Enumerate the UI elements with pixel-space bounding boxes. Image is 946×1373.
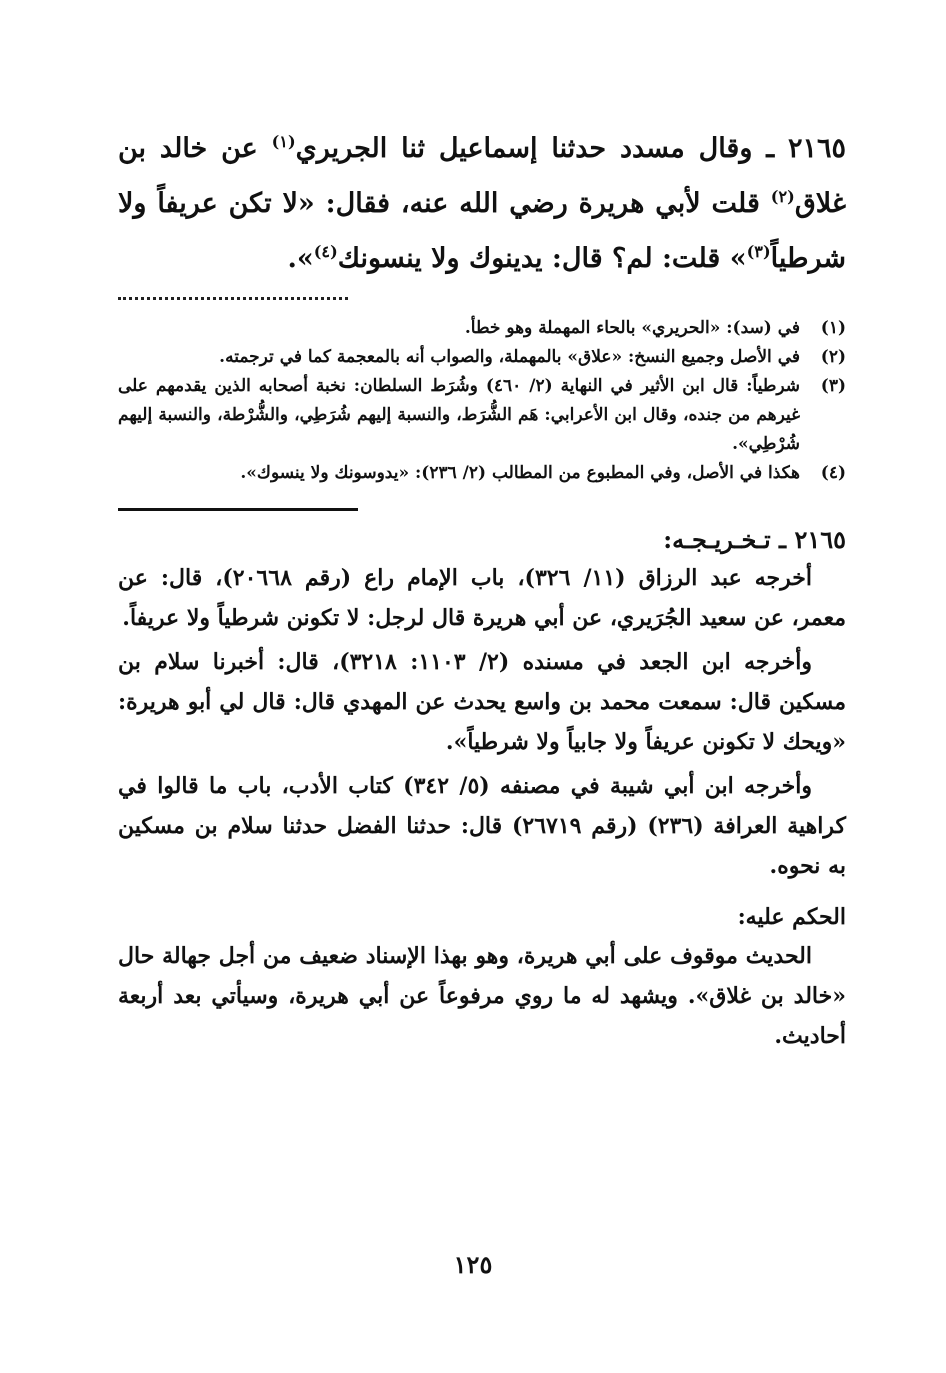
footnote-number: (٤) xyxy=(820,463,846,483)
footnote-text: في الأصل وجميع النسخ: «علاق» بالمهملة، والصواب أنه بالمعجمة كما في ترجمته. xyxy=(219,347,800,367)
footnote-number: (١) xyxy=(820,318,846,338)
hadith-line-3b: ». xyxy=(287,243,314,274)
footnote-ref-4: (٤) xyxy=(313,242,338,261)
footnote-item xyxy=(118,343,846,372)
page-number: ١٢٥ xyxy=(453,1250,493,1279)
footnote-ref-1: (١) xyxy=(271,132,296,151)
footnote-text: شرطياً: قال ابن الأثير في النهاية (٢/ ٤٦٠) وشُرَط السلطان: نخبة أصحابه الذين يقدمهم على غيرهم من جنده، وقال ابن الأعرابي: هَم الشُّرَط، والنسبة إليهم شُرَطِي، والشُّرْطة، والنسبة إليهم شُرْطِي». xyxy=(118,376,800,454)
takhrij-paragraph: وأخرجه ابن الجعد في مسنده (٢/ ١١٠٣: ٣٢١٨)، قال: أخبرنا سلام بن مسكين قال: سمعت محمد بن واسع يحدث عن المهدي قال: قال لي أبو هريرة: «ويحك لا تكونن عريفاً ولا جابياً ولا شرطياً». xyxy=(118,649,846,755)
hadith-line-2: قلت لأبي هريرة رضي الله عنه، فقال: «لا تكن عريفاً ولا شرطياً xyxy=(118,188,846,274)
footnote-item xyxy=(118,372,846,459)
page-body xyxy=(118,118,846,1060)
footnote-text: هكذا في الأصل، وفي المطبوع من المطالب (٢/ ٢٣٦): «يدوسونك ولا ينسوك». xyxy=(240,463,800,483)
footnote-ref-2: (٢) xyxy=(770,187,795,206)
section-divider xyxy=(118,508,358,511)
footnote-item xyxy=(118,314,846,343)
hadith-line-3: » قلت: لم؟ قال: يدينوك ولا ينسونك xyxy=(337,243,747,274)
ruling-heading: الحكم عليه: xyxy=(737,904,846,930)
hadith-text xyxy=(118,118,846,283)
footnote-separator xyxy=(118,297,348,300)
takhrij-paragraph: وأخرجه ابن أبي شيبة في مصنفه (٥/ ٣٤٢) كتاب الأدب، باب ما قالوا في كراهية العرافة (٢٣٦) (رقم ٢٦٧١٩) قال: حدثنا الفضل حدثنا سلام بن مسكين به نحوه. xyxy=(118,773,846,879)
takhrij-heading: ٢١٦٥ ـ تـخـريـجـه: xyxy=(663,525,846,554)
footnote-text: في (سد): «الحريري» بالحاء المهملة وهو خطأ. xyxy=(464,318,800,338)
footnote-number: (٣) xyxy=(820,376,846,396)
takhrij-paragraph: أخرجه عبد الرزاق (١١/ ٣٢٦)، باب الإمام راع (رقم ٢٠٦٦٨)، قال: عن معمر، عن سعيد الجُرَيري، عن أبي هريرة قال لرجل: لا تكونن شرطياً ولا عريفاً. xyxy=(118,565,846,631)
footnote-ref-3: (٣) xyxy=(746,242,771,261)
hadith-line-1: ٢١٦٥ ـ وقال مسدد حدثنا إسماعيل ثنا الجريري xyxy=(295,133,846,164)
footnote-number: (٢) xyxy=(820,347,846,367)
ruling-paragraph: الحديث موقوف على أبي هريرة، وهو بهذا الإسناد ضعيف من أجل جهالة حال «خالد بن غلاق». ويشهد له ما روي مرفوعاً عن أبي هريرة، وسيأتي بعد أربعة أحاديث. xyxy=(118,943,846,1049)
footnotes xyxy=(118,314,846,488)
footnote-item xyxy=(118,459,846,488)
hadith-line-1b: عن خالد بن غلاق xyxy=(118,133,846,219)
